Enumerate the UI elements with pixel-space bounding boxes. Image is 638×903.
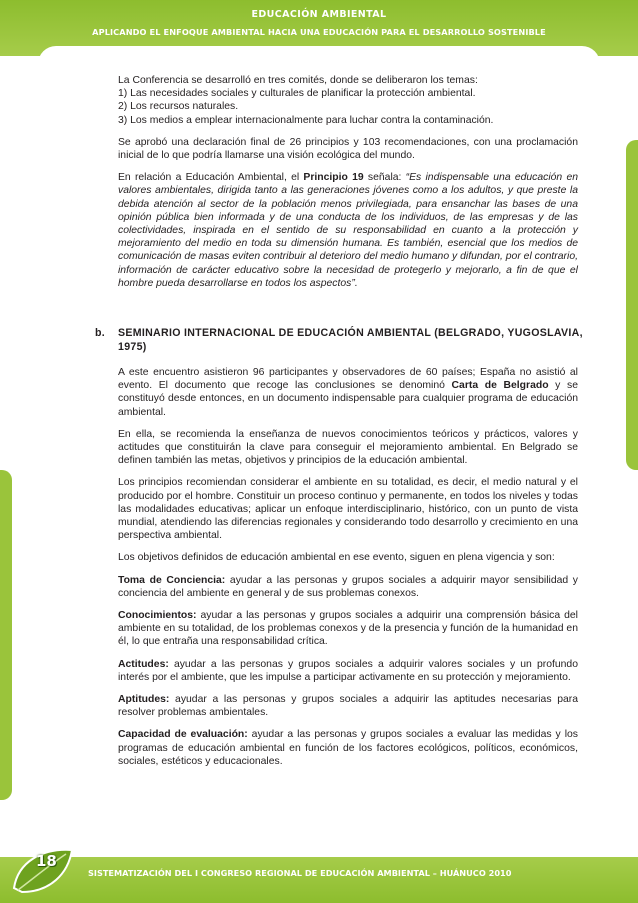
objective-item xyxy=(118,609,578,649)
objective-item xyxy=(118,693,578,719)
intro-item: 2) Los recursos naturales. xyxy=(118,101,239,113)
objective-text: ayudar a las personas y grupos sociales a adquirir las aptitudes necesarias para resolver problemas ambientales. xyxy=(118,694,578,719)
side-tab-left xyxy=(0,470,12,800)
paragraph-approved: Se aprobó una declaración final de 26 principios y 103 recomendaciones, con una proclamación inicial de lo que podría llamarse una visión ecológica del mundo. xyxy=(118,136,578,162)
section-b-title: SEMINARIO INTERNACIONAL DE EDUCACIÓN AMBIENTAL (BELGRADO, YUGOSLAVIA, 1975) xyxy=(118,327,583,353)
page-body xyxy=(118,74,578,299)
objective-term: Actitudes: xyxy=(118,658,169,670)
section-b-heading xyxy=(95,326,585,354)
paragraph-encounter xyxy=(118,366,578,419)
header-subtitle: APLICANDO EL ENFOQUE AMBIENTAL HACIA UNA EDUCACIÓN PARA EL DESARROLLO SOSTENIBLE xyxy=(92,27,546,37)
objective-term: Aptitudes: xyxy=(118,694,170,706)
principle-quote: “Es indispensable una educación en valores ambientales, dirigida tanto a las generaciones jóvenes como a los adultos, y que preste la debida atención al sector de la población menos privilegiada, para ensanchar las bases de una opinión pública bien informada y de una conducta de los individuos, de las empresas y de las colectividades, inspirada en el sentido de su responsabilidad en cuanto a la protección y mejoramiento del medio en toda su dimensión humana. Es también, esencial que los medios de comunicación de masas eviten contribuir al deterioro del medio humano y difundan, por el contrario, información de carácter educativo sobre la necesidad de protegerlo y mejorarlo, a fin de que el hombre pueda desarrollarse en todos los aspectos”. xyxy=(118,172,578,289)
intro-block xyxy=(118,74,578,127)
principle-label: Principio 19 xyxy=(303,172,364,184)
paragraph-principles: Los principios recomiendan considerar el ambiente en su totalidad, es decir, el medio natural y el producido por el hombre. Constituir un proceso continuo y permanente, en todos los niveles y todas las modalidades educativas; aplicar un enfoque interdisciplinario, histórico, con un punto de vista mundial, atendiendo las diferencias regionales y considerando todo desarrollo y crecimiento en una perspectiva ambiental. xyxy=(118,477,578,542)
header-curve xyxy=(38,46,600,68)
header-title: EDUCACIÓN AMBIENTAL xyxy=(251,9,387,20)
principle-mid: señala: xyxy=(363,172,406,184)
footer-bar xyxy=(0,857,638,903)
objective-text: ayudar a las personas y grupos sociales a evaluar las medidas y los programas de educación ambiental en función de los factores ecológicos, políticos, económicos, sociales, estéticos y educacionales. xyxy=(118,729,578,767)
objective-term: Conocimientos: xyxy=(118,610,197,622)
objective-text: ayudar a las personas y grupos sociales a adquirir mayor sensibilidad y conciencia del ambiente en general y de sus problemas conexos. xyxy=(118,574,578,599)
paragraph-recommend: En ella, se recomienda la enseñanza de nuevos conocimientos teóricos y prácticos, valores y actitudes que constituirán la clave para conseguir el mejoramiento ambiental. En Belgrado se definen también las metas, objetivos y principios de la educación ambiental. xyxy=(118,428,578,467)
principle-lead: En relación a Educación Ambiental, el xyxy=(118,172,304,184)
side-tab-right xyxy=(626,140,638,470)
objective-text: ayudar a las personas y grupos sociales a adquirir una comprensión básica del ambiente en su totalidad, de los problemas conexos y de la presencia y función de la humanidad en él, lo que entraña una responsabilidad crítica. xyxy=(118,610,578,648)
objective-term: Toma de Conciencia: xyxy=(118,574,226,586)
intro-item: 3) Los medios a emplear internacionalmente para luchar contra la contaminación. xyxy=(118,114,494,126)
section-b-body xyxy=(118,366,578,777)
objective-item xyxy=(118,658,578,684)
encounter-tail: y se constituyó desde entonces, en un documento indispensable para cualquier programa de educación ambiental. xyxy=(118,380,578,418)
intro-line: La Conferencia se desarrolló en tres comités, donde se deliberaron los temas: xyxy=(118,75,478,86)
paragraph-principle-19 xyxy=(118,171,578,290)
objective-item xyxy=(118,728,578,768)
objective-text: ayudar a las personas y grupos sociales a adquirir valores sociales y un profundo interés por el ambiente, que les impulse a participar activamente en su protección y mejoramiento. xyxy=(118,658,578,683)
objective-term: Capacidad de evaluación: xyxy=(118,729,248,741)
footer-text: SISTEMATIZACIÓN DEL I CONGRESO REGIONAL DE EDUCACIÓN AMBIENTAL – HUÁNUCO 2010 xyxy=(88,868,512,878)
encounter-lead: A este encuentro asistieron 96 participantes y observadores de 60 países; España no asistió al evento. El documento que recoge las conclusiones se denominó xyxy=(118,367,578,392)
objective-item xyxy=(118,574,578,600)
page-number: 18 xyxy=(36,852,57,870)
paragraph-objectives: Los objetivos definidos de educación ambiental en ese evento, siguen en plena vigencia y son: xyxy=(118,552,555,564)
section-b-label: b. xyxy=(95,327,106,339)
intro-item: 1) Las necesidades sociales y culturales de planificar la protección ambiental. xyxy=(118,88,476,100)
encounter-bold: Carta de Belgrado xyxy=(451,380,549,392)
